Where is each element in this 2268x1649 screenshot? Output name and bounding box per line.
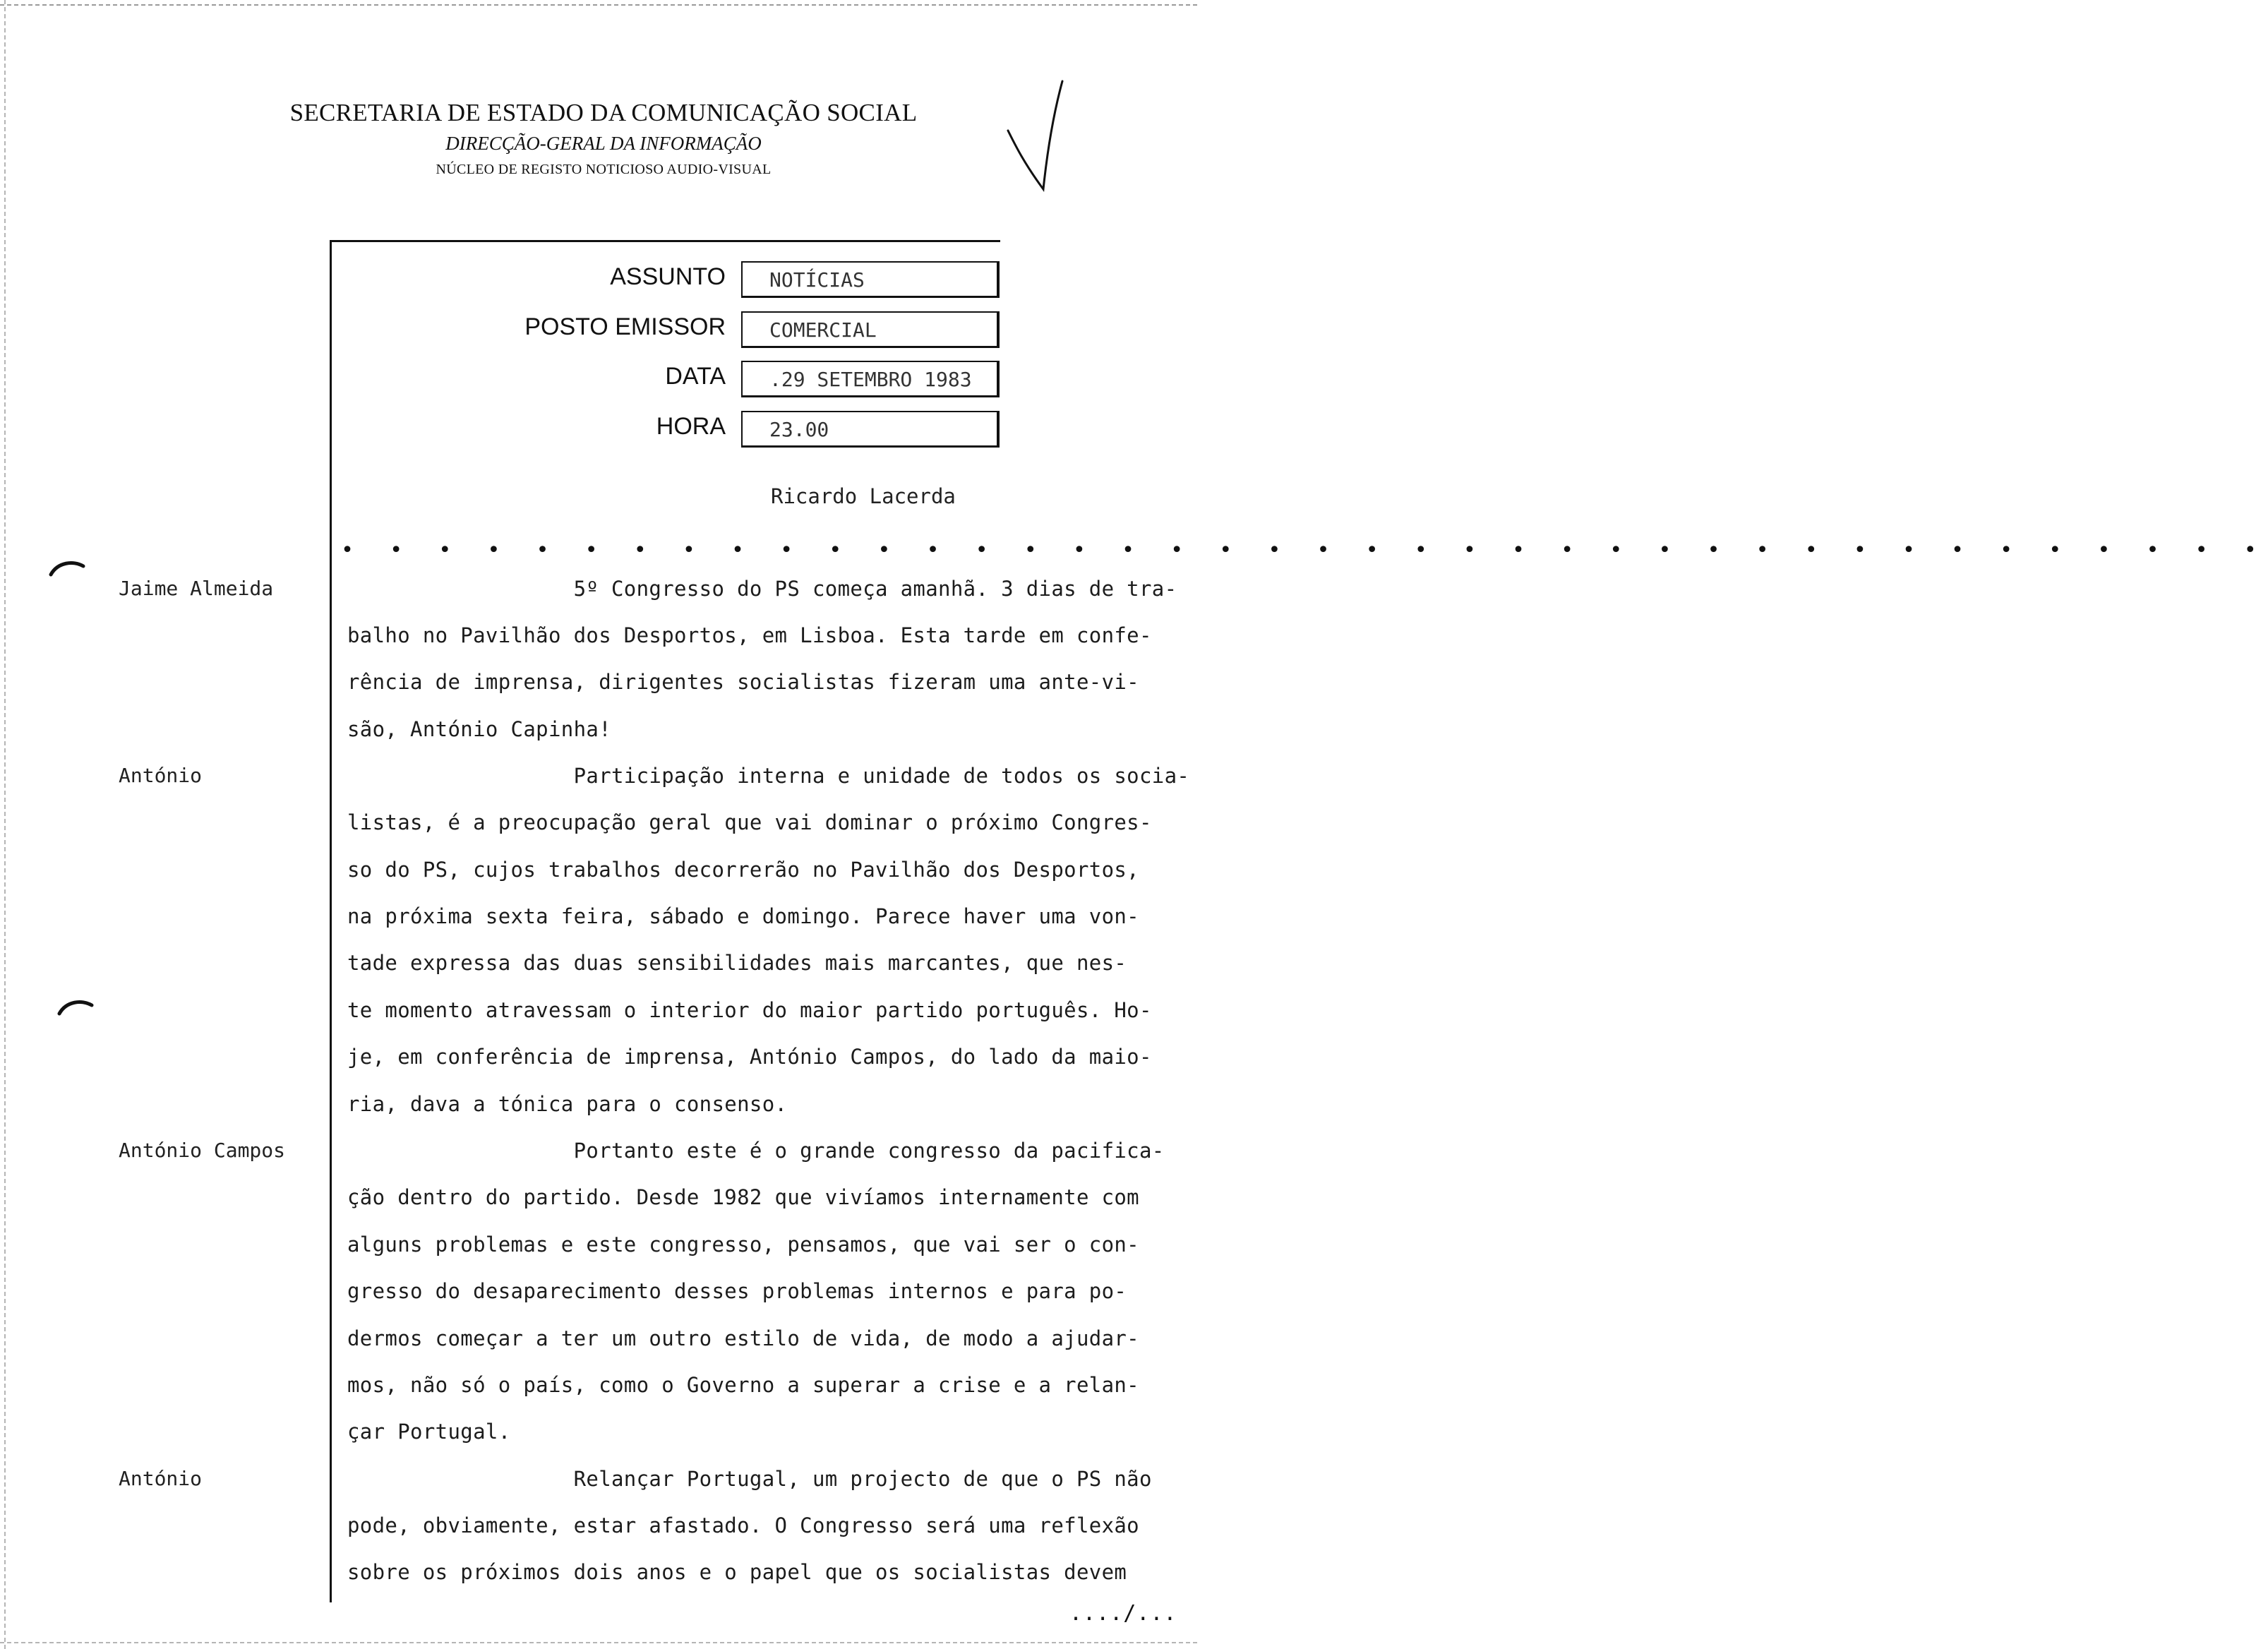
speaker-label: Jaime Almeida xyxy=(119,577,274,600)
directorate-name: DIRECÇÃO-GERAL DA INFORMAÇÃO xyxy=(445,133,762,154)
transcript-line: rência de imprensa, dirigentes socialistas fizeram uma ante-vi- xyxy=(347,670,1139,694)
hora-value: 23.00 xyxy=(769,418,829,441)
transcript-line: são, António Capinha! xyxy=(347,717,611,741)
handwritten-checkmark-icon xyxy=(1002,78,1087,198)
transcript-line: na próxima sexta feira, sábado e domingo. Parece haver uma von- xyxy=(347,904,1139,928)
margin-mark-icon xyxy=(56,995,99,1017)
transcript-line: je, em conferência de imprensa, António Campos, do lado da maio- xyxy=(347,1045,1152,1069)
organization-name: SECRETARIA DE ESTADO DA COMUNICAÇÃO SOCIAL xyxy=(289,99,918,126)
margin-mark-icon xyxy=(48,556,90,577)
transcript-line: balho no Pavilhão dos Desportos, em Lisboa. Esta tarde em confe- xyxy=(347,623,1152,647)
unit-name: NÚCLEO DE REGISTO NOTICIOSO AUDIO-VISUAL xyxy=(436,162,772,177)
transcript-line: gresso do desaparecimento desses problemas internos e para po- xyxy=(347,1279,1127,1303)
transcript-line: sobre os próximos dois anos e o papel que os socialistas devem xyxy=(347,1560,1127,1584)
transcript-line: Portanto este é o grande congresso da pacifica- xyxy=(347,1139,1165,1163)
transcript-line: ria, dava a tónica para o consenso. xyxy=(347,1092,788,1116)
assunto-label: ASSUNTO xyxy=(610,263,726,290)
transcript-line: alguns problemas e este congresso, pensamos, que vai ser o con- xyxy=(347,1233,1139,1257)
transcript-line: 5º Congresso do PS começa amanhã. 3 dias de tra- xyxy=(347,577,1177,601)
transcript-line: Participação interna e unidade de todos os socia- xyxy=(347,764,1190,788)
speaker-label: António xyxy=(119,1467,203,1490)
transcript-line: ção dentro do partido. Desde 1982 que vivíamos internamente com xyxy=(347,1185,1139,1209)
assunto-value: NOTÍCIAS xyxy=(769,268,865,292)
transcript-line: listas, é a preocupação geral que vai dominar o próximo Congres- xyxy=(347,810,1152,834)
continuation-marker: ..../... xyxy=(1069,1601,1177,1626)
letterhead xyxy=(233,99,974,178)
hora-label: HORA xyxy=(656,413,726,440)
transcript-line: mos, não só o país, como o Governo a superar a crise e a relan- xyxy=(347,1373,1139,1397)
data-label: DATA xyxy=(665,363,726,390)
page-edge-bottom xyxy=(0,1642,1197,1643)
speaker-label: António Campos xyxy=(119,1139,286,1162)
data-value: .29 SETEMBRO 1983 xyxy=(769,368,972,391)
transcript-line: te momento atravessam o interior do maior partido português. Ho- xyxy=(347,998,1152,1022)
page-edge-left xyxy=(4,0,6,1649)
speaker-label: António xyxy=(119,764,203,787)
transcript-line: dermos começar a ter um outro estilo de vida, de modo a ajudar- xyxy=(347,1326,1139,1350)
reporter-name: Ricardo Lacerda xyxy=(771,484,956,508)
page-edge-top xyxy=(0,4,1197,6)
transcript-line: so do PS, cujos trabalhos decorrerão no Pavilhão dos Desportos, xyxy=(347,858,1139,882)
transcript-line: pode, obviamente, estar afastado. O Congresso será uma reflexão xyxy=(347,1513,1139,1537)
posto-emissor-value: COMERCIAL xyxy=(769,318,877,342)
dotted-separator: • • • • • • • • • • • • • • • • • • • • • • • • • • • • • • • • • • • • • • • • xyxy=(341,538,2268,563)
transcript-line: tade expressa das duas sensibilidades mais marcantes, que nes- xyxy=(347,951,1127,975)
margin-rule xyxy=(330,240,332,1602)
transcript-line: çar Portugal. xyxy=(347,1420,511,1444)
form-top-rule xyxy=(330,240,1000,242)
posto-emissor-label: POSTO EMISSOR xyxy=(524,313,726,340)
transcript-line: Relançar Portugal, um projecto de que o PS não xyxy=(347,1467,1152,1491)
